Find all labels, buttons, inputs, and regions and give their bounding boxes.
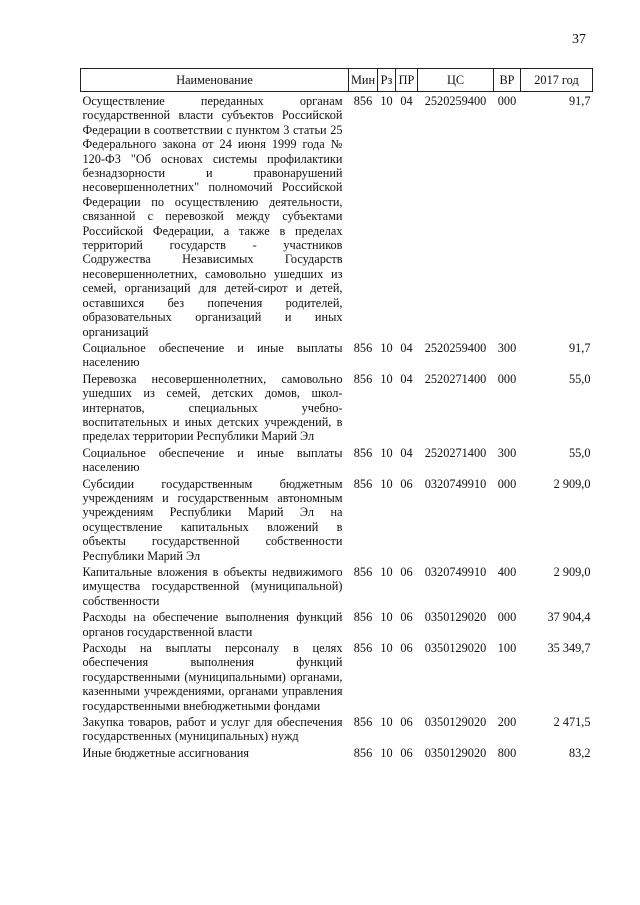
row-sum: 37 904,4 — [547, 610, 591, 625]
row-sum: 2 909,0 — [553, 476, 591, 491]
row-cs: 2520259400 — [424, 94, 487, 108]
row-vr: 000 — [497, 94, 517, 108]
row-cs: 2520271400 — [424, 445, 487, 460]
page-number: 37 — [572, 32, 586, 47]
row-sum: 83,2 — [568, 745, 591, 760]
row-pr: 04 — [400, 94, 413, 108]
row-sum: 91,7 — [568, 340, 591, 355]
row-name: Расходы на обеспечение выполнения функций органов государственной власти — [82, 610, 343, 639]
row-sum: 55,0 — [568, 445, 591, 460]
row-min: 856 — [353, 715, 373, 730]
table-row — [81, 639, 593, 713]
row-cs: 0350129020 — [424, 715, 487, 730]
row-cs: 0320749910 — [424, 565, 487, 579]
row-rz: 10 — [380, 610, 393, 625]
row-name: Социальное обеспечение и иные выплаты населению — [82, 340, 343, 370]
row-pr: 06 — [400, 641, 413, 656]
row-sum: 2 471,5 — [553, 715, 591, 730]
row-name: Социальное обеспечение и иные выплаты населению — [82, 445, 343, 475]
row-rz: 10 — [380, 476, 393, 491]
row-cs: 2520271400 — [424, 371, 487, 386]
table-header — [81, 69, 593, 92]
header-vr: ВР — [494, 69, 521, 92]
row-name: Расходы на выплаты персоналу в целях обеспечения выполнения функций государственными (муниципальными) органами, казенными учреждениями, органами управления государственными внебюджетными фондами — [82, 641, 343, 713]
table-row — [81, 339, 593, 370]
header-min: Мин — [349, 69, 378, 92]
row-cs: 0350129020 — [424, 641, 487, 656]
row-pr: 06 — [400, 745, 413, 760]
row-name: Закупка товаров, работ и услуг для обеспечения государственных (муниципальных) нужд — [82, 715, 343, 744]
table-row — [81, 744, 593, 760]
table-row — [81, 713, 593, 744]
table-row — [81, 608, 593, 639]
row-vr: 400 — [497, 565, 517, 579]
row-cs: 0350129020 — [424, 745, 487, 760]
row-vr: 000 — [497, 610, 517, 625]
row-min: 856 — [353, 340, 373, 355]
header-cs: ЦС — [418, 69, 494, 92]
row-rz: 10 — [380, 745, 393, 760]
row-vr: 100 — [497, 641, 517, 656]
table-row — [81, 563, 593, 608]
header-rz: Рз — [378, 69, 396, 92]
row-min: 856 — [353, 371, 373, 386]
row-name: Капитальные вложения в объекты недвижимого имущества государственной (муниципальной) собственности — [82, 565, 343, 608]
row-pr: 06 — [400, 610, 413, 625]
row-cs: 2520259400 — [424, 340, 487, 355]
row-pr: 04 — [400, 340, 413, 355]
row-vr: 300 — [497, 340, 517, 355]
row-min: 856 — [353, 94, 373, 108]
row-pr: 04 — [400, 371, 413, 386]
row-min: 856 — [353, 641, 373, 656]
row-sum: 55,0 — [568, 371, 591, 386]
row-sum: 91,7 — [568, 94, 591, 108]
table-row — [81, 370, 593, 444]
row-pr: 06 — [400, 565, 413, 579]
header-pr: ПР — [396, 69, 418, 92]
row-rz: 10 — [380, 715, 393, 730]
row-cs: 0320749910 — [424, 476, 487, 491]
table-row — [81, 444, 593, 475]
table-body — [81, 92, 593, 761]
row-name: Перевозка несовершеннолетних, самовольно ушедших из семей, детских домов, школ-интернатов, специальных учебно-воспитательных и иных детских учреждений, в пределах территории Республики Марий Эл — [82, 371, 343, 444]
row-name: Субсидии государственным бюджетным учреждениям и государственным автономным учреждениям Республики Марий Эл на осуществление капитальных вложений в объекты государственной собственности Республики Марий Эл — [82, 476, 343, 563]
row-name: Иные бюджетные ассигнования — [82, 745, 250, 760]
header-row — [81, 69, 593, 92]
row-vr: 300 — [497, 445, 517, 460]
row-name: Осуществление переданных органам государственной власти субъектов Российской Федерации в соответствии с пунктом 3 статьи 25 Федерального закона от 24 июня 1999 года № 120-ФЗ "Об основах системы профилактики безнадзорности и правонарушений несовершеннолетних" полномочий Российской Федерации по осуществлению деятельности, связанной с перевозкой между субъектами Российской Федерации, а также в пределах территорий государств - участников Содружества Независимых Государств несовершеннолетних, самовольно ушедших из семей, организаций для детей-сирот и детей, оставшихся без попечения родителей, образовательных организаций и иных организаций — [82, 94, 343, 339]
row-sum: 2 909,0 — [553, 565, 591, 579]
table-row — [81, 475, 593, 563]
row-sum: 35 349,7 — [547, 641, 591, 656]
row-rz: 10 — [380, 641, 393, 656]
header-year: 2017 год — [521, 69, 593, 92]
row-vr: 800 — [497, 745, 517, 760]
row-vr: 200 — [497, 715, 517, 730]
row-rz: 10 — [380, 445, 393, 460]
header-name: Наименование — [81, 69, 349, 92]
row-min: 856 — [353, 445, 373, 460]
row-min: 856 — [353, 610, 373, 625]
table-row — [81, 92, 593, 339]
row-pr: 06 — [400, 715, 413, 730]
row-min: 856 — [353, 476, 373, 491]
row-pr: 06 — [400, 476, 413, 491]
row-vr: 000 — [497, 371, 517, 386]
row-rz: 10 — [380, 371, 393, 386]
row-rz: 10 — [380, 94, 393, 108]
row-min: 856 — [353, 745, 373, 760]
row-min: 856 — [353, 565, 373, 579]
row-rz: 10 — [380, 565, 393, 579]
row-rz: 10 — [380, 340, 393, 355]
row-cs: 0350129020 — [424, 610, 487, 625]
row-vr: 000 — [497, 476, 517, 491]
budget-table — [80, 68, 593, 760]
row-pr: 04 — [400, 445, 413, 460]
